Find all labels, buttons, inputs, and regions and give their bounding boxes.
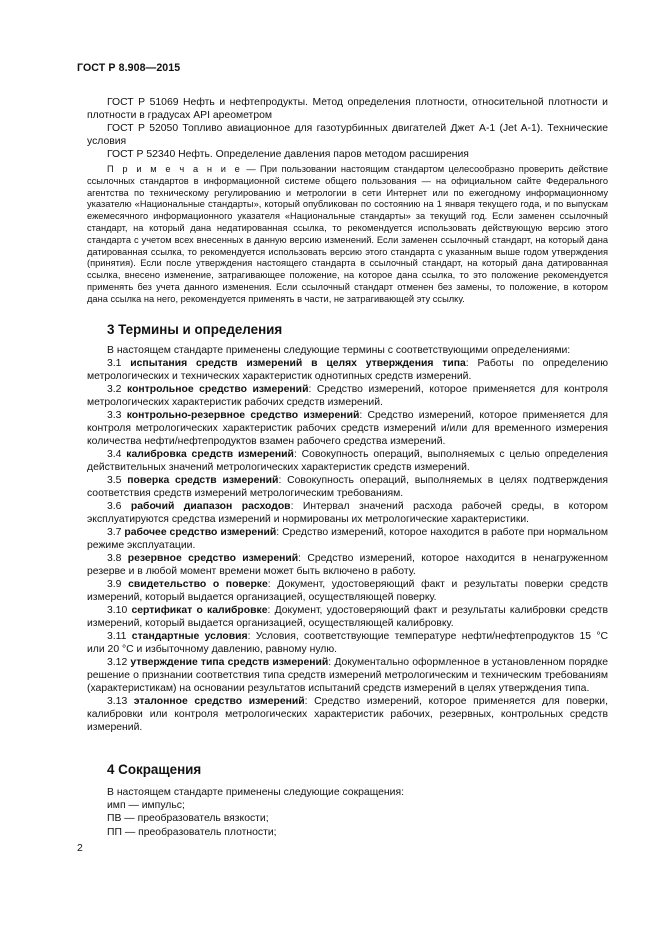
term-entry: 3.11 стандартные условия: Условия, соответствующие температуре нефти/нефтепродуктов 15 °C или 20 °C и избыточному давлению, равному нулю. — [87, 631, 609, 655]
abbreviation-item: ПП — преобразователь плотности; — [107, 826, 277, 838]
terms-block — [87, 344, 608, 734]
term-name: контрольно-резервное средство измерений — [126, 410, 360, 421]
reference-item: ГОСТ Р 52050 Топливо авиационное для газотурбинных двигателей Джет А-1 (Jet A-1). Технические условия — [87, 123, 608, 147]
term-entry: 3.12 утверждение типа средств измерений: Документально оформленное в установленном порядке решение о признании соответствия типа средств измерений метрологическим и техническим требованиям (характеристикам) на основании результатов испытаний средств измерений в целях утверждения типа. — [87, 657, 608, 694]
reference-item: ГОСТ Р 51069 Нефть и нефтепродукты. Метод определения плотности, относительной плотности и плотности в градусах API ареометром — [87, 97, 608, 121]
term-name: испытания средств измерений в целях утверждения типа — [130, 358, 466, 369]
term-entry: 3.2 контрольное средство измерений: Средство измерений, которое применяется для контроля метрологических характеристик рабочих средств измерений. — [87, 384, 608, 408]
references-block — [87, 96, 608, 161]
abbreviations-block — [107, 786, 607, 839]
term-name: утверждение типа средств измерений — [130, 657, 329, 668]
reference-item: ГОСТ Р 52340 Нефть. Определение давления паров методом расширения — [107, 149, 469, 160]
term-entry: 3.9 свидетельство о поверке: Документ, удостоверяющий факт и результаты поверки средств измерений, который выдается организацией, осуществляющей поверку. — [87, 579, 608, 603]
term-name: контрольное средство измерений — [127, 384, 309, 395]
term-entry: 3.13 эталонное средство измерений: Средство измерений, которое применяется для поверки, калибровки или контроля метрологических характеристик рабочих, резервных, контрольных средств измерений. — [87, 696, 608, 733]
term-entry: 3.6 рабочий диапазон расходов: Интервал значений расхода рабочей среды, в котором эксплуатируются средства измерений и нормированы их метрологические характеристики. — [87, 501, 608, 525]
term-name: эталонное средство измерений — [133, 696, 305, 707]
term-entry: 3.5 поверка средств измерений: Совокупность операций, выполняемых в целях подтверждения соответствия средств измерений метрологическим требованиям. — [87, 475, 608, 499]
term-name: поверка средств измерений — [127, 475, 279, 486]
term-entry: 3.7 рабочее средство измерений: Средство измерений, которое находится в работе при нормальном режиме эксплуатации. — [87, 527, 608, 551]
section-4-heading: 4 Сокращения — [107, 762, 202, 777]
page-number: 2 — [77, 843, 83, 854]
note-text: — При пользовании настоящим стандартом целесообразно проверить действие ссылочных стандартов в информационной системе общего пользования — на официальном сайте Федерального агентства по техническому регулированию и метрологии в сети Интернет или по ежегодному информационному указателю «Национальные стандарты», который опубликован по состоянию на 1 января текущего года, и по выпускам ежемесячного информационного указателя «Национальные стандарты» за текущий год. Если заменен ссылочный стандарт, на который дана недатированная ссылка, то рекомендуется использовать действующую версию этого стандарта с учетом всех внесенных в данную версию изменений. Если заменен ссылочный стандарт, на который дана датированная ссылка, то рекомендуется использовать версию этого стандарта с указанным выше годом утверждения (принятия). Если после утверждения настоящего стандарта в ссылочный стандарт, на который дана датированная ссылка, внесено изменение, затрагивающее положение, на которое дана ссылка, то это положение рекомендуется применять без учета данного изменения. Если ссылочный стандарт отменен без замены, то положение, в котором дана ссылка на него, рекомендуется применять в части, не затрагивающей эту ссылку. — [87, 164, 608, 304]
term-entry: 3.8 резервное средство измерений: Средство измерений, которое находится в ненагруженном резерве и в любой момент времени может быть включено в работу. — [87, 553, 608, 577]
section-4-intro: В настоящем стандарте применены следующие сокращения: — [107, 787, 404, 798]
note-label: П р и м е ч а н и е — [107, 164, 243, 174]
term-name: свидетельство о поверке — [128, 579, 268, 590]
term-name: калибровка средств измерений — [126, 449, 294, 460]
note-block — [87, 164, 608, 306]
abbreviation-item: имп — импульс; — [107, 800, 185, 812]
standard-code-header: ГОСТ Р 8.908—2015 — [77, 62, 181, 74]
term-entry: 3.3 контрольно-резервное средство измерений: Средство измерений, которое применяется для контроля метрологических характеристик рабочих средств измерений и/или для временного измерения количества нефти/нефтепродуктов взамен рабочего средства измерений. — [87, 410, 608, 447]
term-entry: 3.10 сертификат о калибровке: Документ, удостоверяющий факт и результаты калибровки средств измерений, который выдается организацией, осуществляющей калибровку. — [87, 605, 608, 629]
term-name: стандартные условия — [131, 631, 248, 642]
section-3-intro: В настоящем стандарте применены следующие термины с соответствующими определениями: — [107, 345, 571, 356]
term-name: рабочий диапазон расходов — [130, 501, 291, 512]
note-paragraph — [87, 164, 608, 306]
term-name: рабочее средство измерений — [124, 527, 277, 538]
abbreviation-item: ПВ — преобразователь вязкости; — [107, 813, 269, 825]
term-name: резервное средство измерений — [127, 553, 299, 564]
term-entry: 3.1 испытания средств измерений в целях утверждения типа: Работы по определению метрологических и технических характеристик однотипных средств измерений. — [87, 358, 608, 382]
section-3-heading: 3 Термины и определения — [107, 322, 283, 337]
term-name: сертификат о калибровке — [131, 605, 268, 616]
term-entry: 3.4 калибровка средств измерений: Совокупность операций, выполняемых с целью определения действительных значений метрологических характеристик средств измерений. — [87, 449, 608, 473]
